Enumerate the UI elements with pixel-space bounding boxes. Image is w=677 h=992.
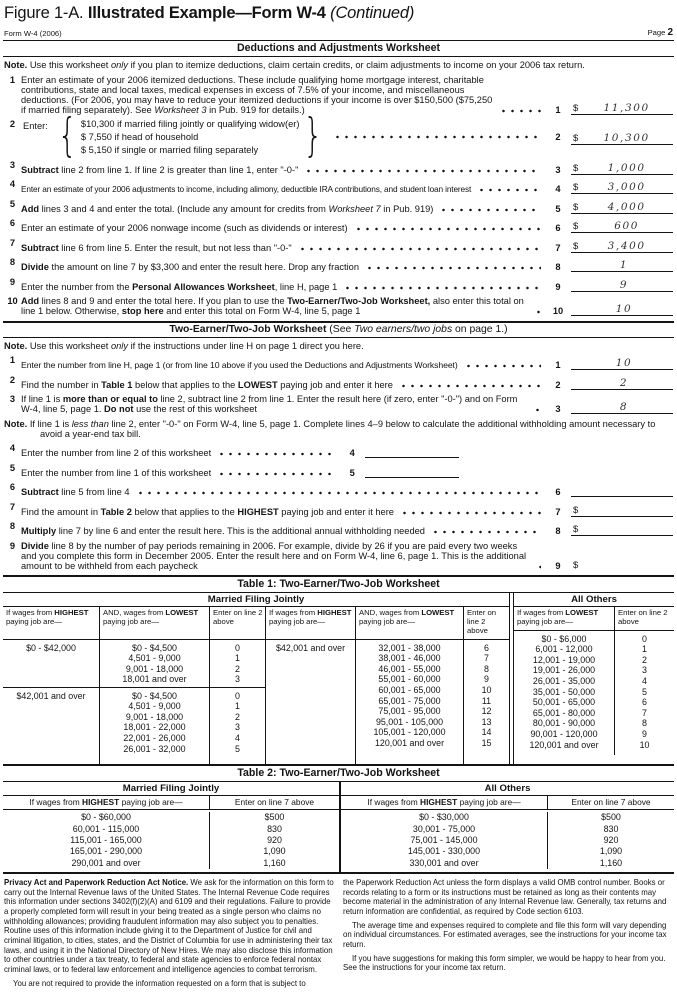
table-cell: 12,001 - 19,000	[532, 654, 596, 665]
notice-left-column	[4, 878, 334, 992]
entry-line-number: 5	[349, 467, 355, 478]
dot-leader	[439, 208, 541, 212]
entry-value: 10	[615, 357, 633, 369]
table-cell: 32,001 - 38,000	[378, 642, 441, 653]
entry-field	[571, 130, 673, 145]
entry-line-number: 9	[555, 281, 561, 292]
column-header: Enter on line 7 above	[571, 796, 651, 807]
worksheet-line	[3, 277, 674, 292]
line-text: Enter an estimate of your 2006 itemized deductions. These include qualifying home mortgage interest, charitable contributions, state and local taxes, medical expenses in excess of 7.5% of your income, and miscellaneous deductions. (For 2006, you may have to reduce your itemized deductions if your income is over $150,500 ($75,250 if married filing separately). See Worksheet 3 in Pub. 919 for details.)	[21, 74, 493, 115]
entry-line-number: 2	[555, 379, 561, 390]
table-cell: 60,001 - 115,000	[72, 823, 140, 834]
worksheet-line	[3, 179, 674, 194]
dot-leader	[365, 266, 541, 270]
worksheet-line	[3, 238, 674, 253]
enter-on-line7-column	[548, 812, 674, 869]
worksheet-line	[3, 463, 674, 478]
lowest-wage-column	[355, 640, 463, 764]
table-cell: 0	[235, 642, 240, 653]
table-cell: 6	[642, 697, 647, 708]
table-cell: 12	[481, 706, 492, 717]
table-cell: 3	[235, 674, 240, 685]
entry-line-number: 5	[555, 203, 561, 214]
table-cell: 75,001 - 145,000	[410, 834, 478, 845]
line-number: 2	[9, 119, 16, 129]
table-cell: 3	[642, 665, 647, 676]
entry-field	[571, 179, 673, 194]
table1	[3, 593, 674, 766]
line-number: 6	[9, 218, 16, 228]
line-text: Find the number in Table 1 below that applies to the LOWEST paying job and enter it here	[21, 379, 393, 390]
table-cell: 0	[642, 633, 647, 644]
entry-line-number: 7	[555, 506, 561, 517]
table-cell: 95,001 - 105,000	[375, 716, 444, 727]
lowest-wage-column	[514, 631, 614, 755]
entry-field	[571, 199, 673, 214]
table2	[3, 782, 674, 875]
close-brace: }	[303, 110, 323, 163]
entry-line-number: 3	[555, 404, 561, 414]
column-header: If wages from HIGHEST paying job are—	[3, 796, 210, 810]
worksheet-line	[3, 199, 674, 214]
table1-title: Table 1: Two-Earner/Two-Job Worksheet	[3, 575, 674, 593]
line-text: Add lines 8 and 9 and enter the total here. If you plan to use the Two-Earner/Two-Job Worksheet, also enter this total on line 1 below. Otherwise, stop here and enter this total on Form W-4, line 5, page 1	[21, 296, 524, 316]
dollar-sign: $	[573, 240, 579, 252]
entry-value: 1	[619, 259, 629, 271]
line-number: 1	[9, 355, 16, 365]
line-number: 3	[9, 394, 16, 404]
entry-value: 3,000	[607, 181, 646, 193]
deductions-worksheet-title: Deductions and Adjustments Worksheet	[3, 41, 674, 57]
table-cell: $0 - $6,000	[541, 633, 587, 644]
table2-column-headers	[3, 796, 339, 811]
table-cell: 26,001 - 35,000	[532, 676, 596, 687]
dot-leader	[217, 472, 335, 476]
table-cell: 1,160	[599, 857, 623, 868]
table-cell: $0 - $42,000	[3, 640, 99, 688]
entry-field	[571, 399, 673, 414]
highest-wage-column	[3, 640, 99, 764]
page-indicator	[648, 27, 673, 38]
entry-field	[571, 375, 673, 390]
line-text: Enter the number from line 2 of this worksheet	[21, 448, 212, 458]
worksheet-line	[3, 375, 674, 390]
entry-line-number: 6	[555, 223, 561, 233]
table-cell: 11	[481, 695, 492, 706]
line-text: If line 1 is more than or equal to line 2, subtract line 2 from line 1. Enter the result here (if zero, enter "-0-") and on Form W-4, line 5, page 1. Do not use the rest of this worksheet	[21, 394, 518, 414]
form-id: Form W-4 (2006)	[4, 29, 62, 38]
dot-leader	[399, 384, 541, 388]
table1-married-header: Married Filing Jointly	[3, 593, 509, 607]
line-text: Subtract line 2 from line 1. If line 2 is greater than line 1, enter "-0-"	[21, 164, 299, 175]
entry-line-number: 6	[555, 487, 561, 497]
table-cell: 10	[481, 684, 492, 695]
table-cell: 80,001 - 90,000	[532, 718, 596, 729]
table-cell: 9	[642, 729, 647, 740]
dot-leader	[534, 310, 541, 314]
table-cell: 19,001 - 26,000	[532, 665, 596, 676]
dollar-sign: $	[573, 504, 579, 516]
table-cell: 65,001 - 80,000	[532, 707, 596, 718]
table-cell: 90,001 - 120,000	[530, 729, 598, 740]
table1-all-others-body	[514, 631, 674, 755]
dot-leader	[464, 364, 541, 368]
table2-all-others-body	[341, 810, 674, 872]
table1-married-section	[3, 593, 510, 764]
line-number: 1	[9, 74, 16, 85]
table-cell: 120,001 and over	[529, 739, 599, 750]
figure-title-continued: (Continued)	[330, 4, 415, 22]
column-header: Enter on line 2 above	[463, 607, 509, 639]
entry-value: 600	[614, 220, 640, 232]
notice-paragraph: the Paperwork Reduction Act unless the form displays a valid OMB control number. Books or records relating to a form or its instructions must be retained as long as their contents may become material in the administration of any Internal Revenue law. Generally, tax returns and return information are confidential, as required by Code section 6103.	[343, 878, 667, 917]
line-text: Multiply line 7 by line 6 and enter the result here. This is the additional annual withholding needed	[21, 526, 425, 536]
table-cell: 9	[484, 674, 489, 685]
column-header: If wages from LOWEST paying job are—	[517, 608, 599, 626]
table-cell: 330,001 and over	[409, 857, 479, 868]
dot-leader	[304, 169, 541, 173]
table-cell: 7	[642, 707, 647, 718]
notice-paragraph: Privacy Act and Paperwork Reduction Act Notice. We ask for the information on this form to carry out the Internal Revenue laws of the United States. The Internal Revenue Code requires this information under sections 3402(f)(2)(A) and 6109 and their regulations. Failure to provide a properly completed form will result in your being treated as a single person who claims no withholding allowances; providing fraudulent information may also subject you to penalties. Routine uses of this information include giving it to the Department of Justice for civil and criminal litigation, to cities, states, and the District of Columbia for use in administering their tax laws, and using it in the National Directory of New Hires. We may also disclose this information to other countries under a tax treaty, to federal and state agencies to enforce federal nontax criminal laws, or to federal law enforcement and intelligence agencies to combat terrorism.	[4, 878, 334, 974]
table-cell: 35,001 - 50,000	[532, 686, 596, 697]
enter-on-line7-column	[210, 812, 339, 869]
table2-married-header: Married Filing Jointly	[3, 782, 339, 796]
dot-leader	[400, 511, 541, 515]
dot-leader	[217, 452, 335, 456]
entry-field	[571, 100, 673, 115]
table-cell: 5	[235, 743, 240, 754]
line-number: 5	[9, 462, 16, 473]
column-header: If wages from HIGHEST paying job are—	[6, 608, 89, 626]
dollar-sign: $	[573, 221, 579, 232]
table-cell: 1,090	[263, 846, 286, 857]
entry-line-number: 3	[555, 164, 561, 175]
table-cell: 6	[484, 642, 489, 653]
line-text: Enter the number from line 1 of this worksheet	[21, 467, 212, 478]
two-earner-note-2: Note. If line 1 is less than line 2, enter "-0-" on Form W-4, line 5, page 1. Complete lines 4–9 below to calculate the additional withholding amount necessary to avoid a year-end tax bill.	[4, 418, 656, 439]
entry-field	[571, 277, 673, 292]
highest-wage-column	[265, 640, 355, 764]
table-cell: 1	[235, 701, 240, 712]
entry-value: 10	[615, 303, 633, 315]
entry-field	[571, 502, 673, 517]
dot-leader	[343, 286, 541, 290]
table-cell: 55,001 - 60,000	[378, 674, 441, 685]
highest-wage-column	[341, 812, 548, 869]
deductions-note: Note. Use this worksheet only if you plan to itemize deductions, claim certain credits, or claim adjustments to income on your 2006 tax return.	[4, 60, 585, 70]
entry-line-number: 4	[555, 184, 561, 194]
form-id-row	[3, 27, 674, 41]
table-cell: 46,001 - 55,000	[378, 663, 441, 674]
table2-title: Table 2: Two-Earner/Two-Job Worksheet	[3, 766, 674, 782]
line-text: Find the amount in Table 2 below that applies to the HIGHEST paying job and enter it here	[21, 506, 394, 517]
entry-field	[571, 160, 673, 175]
table-cell: 165,001 - 290,000	[69, 846, 143, 857]
table-cell: 9,001 - 18,000	[125, 711, 184, 722]
table-cell: 4,501 - 9,000	[128, 653, 181, 664]
table-cell: 145,001 - 330,000	[407, 846, 481, 857]
table-cell: 830	[267, 823, 282, 834]
dot-leader	[333, 135, 541, 139]
table-cell: 3	[235, 722, 240, 733]
table-cell: 10	[639, 739, 650, 750]
table-cell: 1	[642, 644, 647, 655]
table2-married-section	[3, 782, 341, 873]
dollar-sign: $	[573, 559, 579, 571]
figure-title-main: Illustrated Example—Form W-4	[87, 4, 326, 22]
line-text: Enter:	[23, 121, 48, 131]
table2-married-body	[3, 810, 339, 872]
brace-option: $10,300 if married filing jointly or qualifying widow(er)	[80, 119, 300, 129]
table-rows	[100, 688, 209, 755]
entry-field	[571, 557, 673, 571]
open-brace: {	[57, 110, 77, 163]
worksheet-line	[3, 296, 674, 316]
entry-field	[571, 521, 673, 536]
highest-wage-column	[3, 812, 210, 869]
two-earner-worksheet-title: Two-Earner/Two-Job Worksheet (See Two earners/two jobs on page 1.)	[3, 321, 674, 338]
entry-line-number: 7	[555, 242, 561, 253]
dot-leader	[536, 565, 541, 569]
line-number: 3	[9, 159, 16, 170]
entry-line-number: 9	[555, 560, 561, 571]
entry-field	[365, 463, 459, 478]
dot-leader	[477, 188, 541, 192]
entry-line-number: 2	[555, 132, 561, 142]
privacy-act-notice	[3, 874, 674, 992]
notice-paragraph: The average time and expenses required to complete and file this form will vary depending on individual circumstances. For estimated averages, see the instructions for your income tax return.	[343, 920, 667, 949]
line-number: 2	[9, 374, 16, 385]
table-cell: 14	[481, 727, 492, 738]
table-cell: $500	[601, 812, 621, 823]
dollar-sign: $	[573, 162, 579, 174]
entry-field	[571, 355, 673, 370]
entry-field	[571, 238, 673, 253]
column-header: Enter on line 7 above	[234, 796, 315, 807]
table-cell: 4	[642, 676, 647, 687]
entry-line-number: 1	[555, 360, 561, 370]
table-cell: 105,001 - 120,000	[373, 727, 446, 738]
line-text: Subtract line 6 from line 5. Enter the result, but not less than "-0-"	[21, 242, 292, 253]
figure-title	[3, 2, 674, 27]
table-cell: 38,001 - 46,000	[378, 653, 441, 664]
line-number: 5	[9, 198, 16, 209]
column-header: Enter on line 2 above	[209, 607, 265, 639]
entry-line-number: 8	[555, 262, 561, 272]
table-cell: 65,001 - 75,000	[378, 695, 441, 706]
table-cell: 2	[235, 711, 240, 722]
table1-all-others-header: All Others	[514, 593, 674, 607]
line-text: Enter the number from the Personal Allowances Worksheet, line H, page 1	[21, 281, 338, 292]
line-text: Subtract line 5 from line 4	[21, 487, 130, 497]
table-cell: $0 - $30,000	[419, 812, 469, 823]
table-cell: 2	[642, 654, 647, 665]
entry-field	[571, 301, 673, 316]
entry-field	[571, 218, 673, 233]
table1-married-body	[3, 640, 509, 764]
dollar-sign: $	[573, 102, 579, 114]
entry-line-number: 1	[555, 104, 561, 115]
table-cell: 920	[603, 834, 619, 845]
table-cell: 9,001 - 18,000	[125, 663, 184, 674]
table-cell: 290,001 and over	[71, 857, 141, 868]
dot-leader	[298, 247, 541, 251]
entry-value: 9	[619, 278, 629, 291]
line-number: 7	[9, 237, 16, 248]
table-rows	[100, 640, 209, 688]
table-cell: 22,001 - 26,000	[123, 732, 186, 743]
dollar-sign: $	[573, 182, 579, 193]
dot-leader	[533, 408, 541, 412]
table-cell: 30,001 - 75,000	[412, 823, 476, 834]
worksheet-line	[3, 394, 674, 414]
worksheet-line	[3, 521, 674, 536]
worksheet-line	[3, 257, 674, 272]
notice-right-column	[343, 878, 673, 992]
line-number: 6	[9, 482, 16, 492]
table1-column-headers	[3, 607, 509, 640]
table-cell: 115,001 - 165,000	[70, 834, 142, 845]
column-header: AND, wages from LOWEST paying job are—	[355, 607, 463, 639]
table2-all-others-header: All Others	[341, 782, 674, 796]
dollar-sign: $	[573, 201, 579, 213]
line-number: 9	[9, 540, 16, 551]
notice-paragraph: You are not required to provide the information requested on a form that is subject to	[13, 978, 306, 988]
table-cell: 8	[484, 663, 489, 674]
table-cell: $42,001 and over	[16, 690, 86, 701]
line-text: Add lines 3 and 4 and enter the total. (Include any amount for credits from Worksheet 7 in Pub. 919)	[21, 203, 434, 214]
worksheet-line	[3, 355, 674, 370]
table-cell: 1,160	[263, 857, 286, 868]
entry-value: 2	[619, 376, 629, 389]
table-cell: 75,001 - 95,000	[378, 706, 441, 717]
entry-field	[571, 482, 673, 497]
worksheet-line	[3, 160, 674, 175]
line-text: Enter the number from line H, page 1 (or from line 10 above if you used the Deductions and Adjustments Worksheet)	[21, 360, 458, 370]
table-rows	[210, 688, 265, 755]
table-cell: 5	[642, 686, 647, 697]
brace-options	[81, 119, 300, 155]
line-number: 4	[9, 443, 16, 453]
table-cell: 8	[642, 718, 647, 729]
brace-group	[21, 110, 545, 163]
line-number: 7	[9, 501, 16, 512]
entry-value: 4,000	[607, 200, 646, 213]
line-text: Enter an estimate of your 2006 nonwage income (such as dividends or interest)	[21, 223, 348, 233]
table-cell: 1	[235, 653, 240, 664]
table-cell: 4	[235, 732, 240, 743]
table-cell: 18,001 and over	[122, 674, 187, 685]
table1-all-others-section	[513, 593, 674, 764]
dot-leader	[499, 109, 541, 113]
lowest-wage-column	[99, 640, 209, 764]
column-header: AND, wages from LOWEST paying job are—	[99, 607, 209, 639]
line-number: 10	[7, 296, 18, 306]
enter-on-line2-column	[614, 631, 674, 755]
dot-leader	[136, 491, 541, 495]
worksheet-line	[3, 443, 674, 458]
brace-option: $ 5,150 if single or married filing separately	[80, 145, 259, 155]
table-cell: 830	[603, 823, 619, 834]
line-text: Divide line 8 by the number of pay periods remaining in 2006. For example, divide by 26 if you are paid every two weeks and you complete this form in December 2005. Enter the result here and on Form W-4, line 6, page 1. This is the additional amount to be withheld from each paycheck	[21, 540, 527, 571]
worksheet-line	[3, 218, 674, 233]
line-text: Enter an estimate of your 2006 adjustments to income, including alimony, deductible IRA contributions, and student loan interest	[21, 184, 472, 194]
worksheet-line	[3, 75, 674, 115]
worksheet-line	[3, 541, 674, 571]
table-cell: 920	[267, 834, 282, 845]
table-cell: 60,001 - 65,000	[378, 684, 441, 695]
table1-column-headers	[514, 607, 674, 631]
entry-line-number: 10	[552, 306, 564, 316]
line-number: 9	[9, 276, 16, 287]
dot-leader	[354, 227, 541, 231]
table-cell: 18,001 - 22,000	[123, 722, 186, 733]
table-cell: $0 - $4,500	[132, 690, 177, 701]
line-number: 4	[9, 179, 16, 189]
table-cell: 50,001 - 65,000	[532, 697, 596, 708]
column-header: Enter on line 2 above	[614, 607, 674, 630]
table-rows	[210, 640, 265, 688]
column-header: If wages from HIGHEST paying job are—	[341, 796, 548, 810]
table-cell: 120,001 and over	[374, 737, 445, 748]
table-cell: $0 - $60,000	[81, 812, 131, 823]
table-cell: 2	[235, 663, 240, 674]
line-number: 8	[9, 521, 16, 531]
enter-on-line2-column	[209, 640, 265, 764]
table-cell: 1,090	[599, 846, 623, 857]
table2-column-headers	[341, 796, 674, 811]
table-cell: 15	[481, 737, 492, 748]
entry-line-number: 4	[349, 448, 355, 458]
two-earner-note: Note. Use this worksheet only if the instructions under line H on page 1 direct you here.	[4, 340, 364, 351]
table-cell: 4,501 - 9,000	[128, 701, 181, 712]
brace-option: $ 7,550 if head of household	[80, 132, 199, 142]
page-label: Page	[647, 28, 666, 37]
table-cell: $500	[264, 812, 285, 823]
table-cell: 26,001 - 32,000	[123, 743, 186, 754]
entry-value: 10,300	[603, 131, 650, 144]
table-cell: $0 - $4,500	[132, 642, 177, 653]
enter-on-line2-column	[463, 640, 509, 764]
worksheet-line	[3, 482, 674, 497]
dollar-sign: $	[573, 524, 579, 535]
figure-label: Figure 1-A.	[4, 4, 84, 22]
line-number: 8	[9, 257, 16, 267]
line-text: Divide the amount on line 7 by $3,300 and enter the result here. Drop any fraction	[21, 262, 359, 272]
entry-field	[571, 257, 673, 272]
entry-field	[365, 443, 459, 458]
entry-value: 11,300	[603, 101, 650, 114]
table-cell: 0	[235, 690, 240, 701]
table-cell: 7	[484, 653, 489, 664]
dot-leader	[431, 530, 541, 534]
table-cell: 13	[481, 716, 492, 727]
worksheet-line	[3, 110, 674, 163]
dollar-sign: $	[573, 132, 579, 144]
column-header: If wages from HIGHEST paying job are—	[265, 607, 355, 639]
table-cell: 6,001 - 12,000	[535, 644, 593, 655]
worksheet-line	[3, 502, 674, 517]
entry-value: 8	[619, 401, 629, 413]
entry-value: 3,400	[607, 239, 646, 252]
page-number: 2	[667, 27, 673, 38]
notice-paragraph: If you have suggestions for making this form simpler, we would be happy to hear from you. See the instructions for your income tax return.	[343, 953, 666, 973]
table2-all-others-section	[341, 782, 674, 873]
table-cell: $42,001 and over	[275, 642, 346, 653]
entry-line-number: 8	[555, 526, 561, 536]
entry-value: 1,000	[607, 161, 646, 174]
